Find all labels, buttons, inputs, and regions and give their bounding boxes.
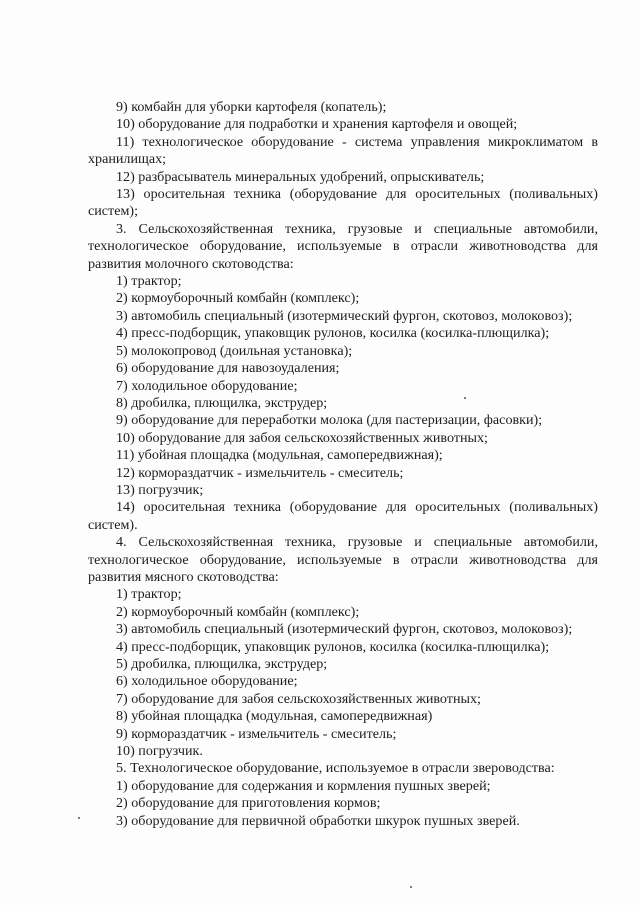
list-item: 10) оборудование для забоя сельскохозяйственных животных;	[116, 429, 488, 446]
list-item: 13) оросительная техника (оборудование для оросительных (поливальных) систем);	[88, 186, 598, 220]
list-item: 12) разбрасыватель минеральных удобрений, опрыскиватель;	[116, 168, 485, 185]
list-item: 10) оборудование для подработки и хранения картофеля и овощей;	[116, 116, 518, 133]
list-item: 1) оборудование для содержания и кормления пушных зверей;	[116, 777, 491, 794]
list-item: 9) оборудование для переработки молока (для пастеризации, фасовки);	[116, 412, 543, 429]
list-item: 6) холодильное оборудование;	[116, 673, 298, 690]
list-item: 8) дробилка, плющилка, экструдер;	[116, 394, 328, 411]
section-heading: 4. Сельскохозяйственная техника, грузовые и специальные автомобили, технологическое оборудование, используемые в отрасли животноводства для развития мясного скотоводства:	[88, 534, 598, 585]
list-item: 9) комбайн для уборки картофеля (копатель);	[116, 99, 387, 115]
list-item: 2) кормоуборочный комбайн (комплекс);	[116, 603, 360, 620]
list-item: 7) холодильное оборудование;	[116, 377, 298, 394]
section-heading: 3. Сельскохозяйственная техника, грузовые и специальные автомобили, технологическое оборудование, используемые в отрасли животноводства для развития молочного скотоводства:	[88, 220, 598, 272]
list-item: 11) технологическое оборудование - система управления микроклиматом в хранилищах;	[88, 133, 598, 168]
list-item: 7) оборудование для забоя сельскохозяйственных животных;	[116, 690, 481, 707]
list-item: 2) оборудование для приготовления кормов;	[116, 795, 381, 812]
list-item: 13) погрузчик;	[116, 481, 204, 498]
section-heading: 5. Технологическое оборудование, используемое в отрасли звероводства:	[116, 760, 555, 777]
scan-speck	[410, 886, 412, 888]
list-item: 3) оборудование для первичной обработки шкурок пушных зверей.	[116, 812, 520, 829]
list-item: 8) убойная площадка (модульная, самопередвижная)	[116, 708, 433, 725]
list-item: 5) дробилка, плющилка, экструдер;	[116, 656, 328, 672]
list-item: 12) кормораздатчик - измельчитель - смеситель;	[116, 464, 404, 481]
list-item: 4) пресс-подборщик, упаковщик рулонов, косилка (косилка-плющилка);	[116, 325, 550, 342]
list-item: 10) погрузчик.	[116, 743, 203, 760]
list-item: 3) автомобиль специальный (изотермический фургон, скотовоз, молоковоз);	[116, 621, 573, 638]
list-item: 11) убойная площадка (модульная, самопередвижная);	[116, 447, 443, 464]
scan-speck	[464, 397, 466, 399]
list-item: 3) автомобиль специальный (изотермический фургон, скотовоз, молоковоз);	[116, 307, 573, 324]
list-item: 5) молокопровод (доильная установка);	[116, 342, 353, 359]
document-body	[88, 99, 598, 830]
list-item: 1) трактор;	[116, 586, 182, 603]
list-item: 1) трактор;	[116, 273, 182, 290]
list-item: 6) оборудование для навозоудаления;	[116, 360, 340, 377]
list-item: 14) оросительная техника (оборудование для оросительных (поливальных) систем).	[88, 499, 598, 533]
list-item: 9) кормораздатчик - измельчитель - смеситель;	[116, 725, 397, 742]
scan-speck	[78, 817, 80, 819]
list-item: 4) пресс-подборщик, упаковщик рулонов, косилка (косилка-плющилка);	[116, 638, 550, 655]
list-item: 2) кормоуборочный комбайн (комплекс);	[116, 290, 360, 307]
